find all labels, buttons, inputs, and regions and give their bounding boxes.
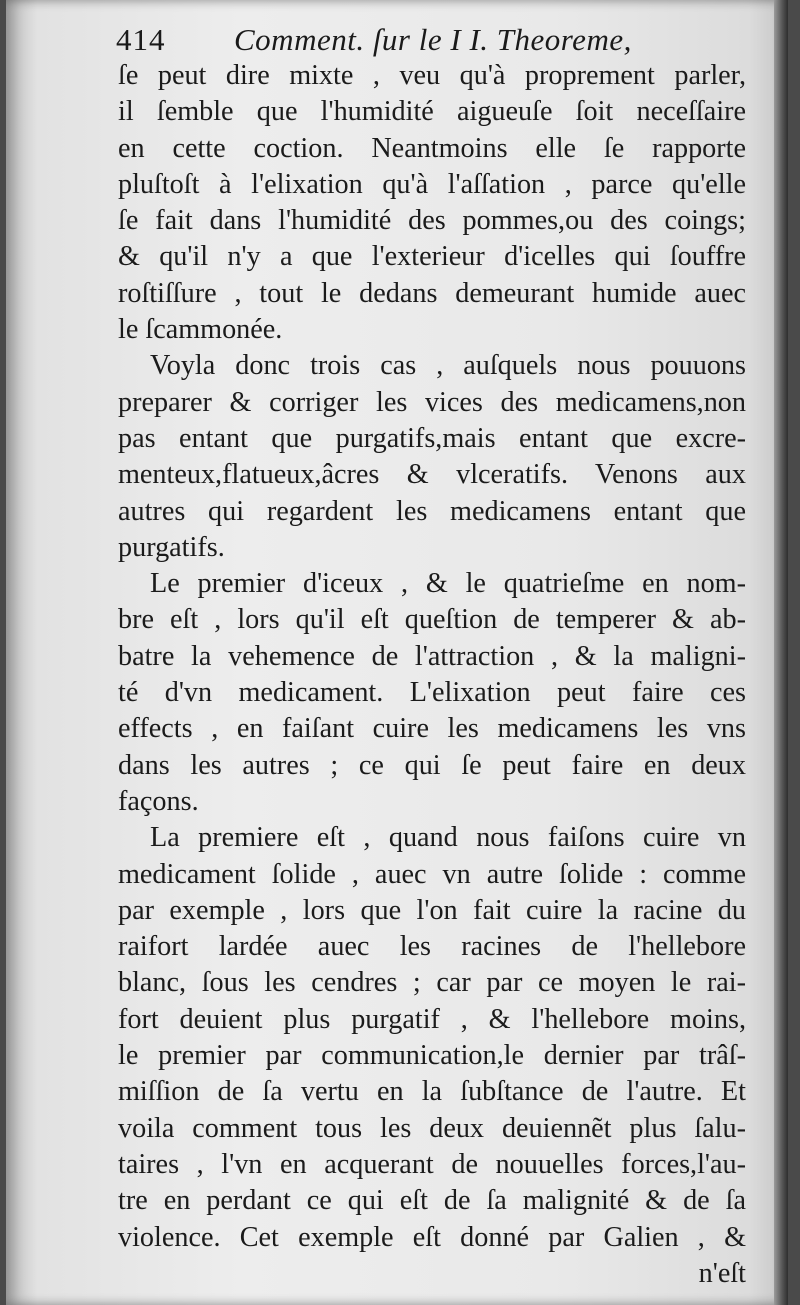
- text-line: batre la vehemence de l'attraction , & la maligni-: [118, 640, 746, 672]
- text-line: le premier par communication,le dernier par trâſ-: [118, 1040, 746, 1072]
- text-line: ſe peut dire mixte , veu qu'à proprement parler,: [118, 60, 746, 91]
- text-line: & qu'il n'y a que l'exterieur d'icelles qui ſouffre: [118, 241, 746, 273]
- book-page: [6, 0, 788, 1305]
- text-line: menteux,flatueux,âcres & vlceratifs. Venons aux: [118, 459, 746, 491]
- text-line: raifort lardée auec les racines de l'hellebore: [118, 931, 746, 963]
- text-line: bre eſt , lors qu'il eſt queſtion de temperer & ab-: [118, 604, 746, 636]
- text-line: effects , en faiſant cuire les medicamens les vns: [118, 713, 746, 745]
- text-line: violence. Cet exemple eſt donné par Galien , &: [118, 1221, 746, 1253]
- text-line: en cette coction. Neantmoins elle ſe rapporte: [118, 132, 746, 164]
- text-line: roſtiſſure , tout le dedans demeurant humide auec: [118, 277, 746, 309]
- text-line: Le premier d'iceux , & le quatrieſme en nom-: [150, 568, 746, 600]
- text-line: autres qui regardent les medicamens entant que: [118, 495, 746, 527]
- text-line: dans les autres ; ce qui ſe peut faire en deux: [118, 749, 746, 781]
- catchword: n'eſt: [698, 1257, 746, 1289]
- text-line: La premiere eſt , quand nous faiſons cuire vn: [150, 822, 746, 854]
- text-line: le ſcammonée.: [118, 314, 283, 346]
- text-line: medicament ſolide , auec vn autre ſolide : comme: [118, 858, 746, 890]
- text-line: façons.: [118, 785, 199, 817]
- text-line: par exemple , lors que l'on fait cuire la racine du: [118, 894, 746, 926]
- text-line: Voyla donc trois cas , auſquels nous pouuons: [150, 350, 746, 382]
- page-number: 414: [116, 22, 166, 57]
- text-line: fort deuient plus purgatif , & l'hellebore moins,: [118, 1003, 746, 1035]
- text-line: voila comment tous les deux deuiennẽt plus ſalu-: [118, 1112, 746, 1144]
- text-line: tre en perdant ce qui eſt de ſa malignité & de ſa: [118, 1185, 746, 1217]
- text-line: purgatifs.: [118, 531, 225, 563]
- text-line: ſe fait dans l'humidité des pommes,ou des coings;: [118, 205, 746, 237]
- page-edge: [774, 0, 788, 1305]
- text-line: blanc, ſous les cendres ; car par ce moyen le rai-: [118, 967, 746, 999]
- text-line: preparer & corriger les vices des medicamens,non: [118, 386, 746, 418]
- text-line: pluſtoſt à l'elixation qu'à l'aſſation , parce qu'elle: [118, 168, 746, 200]
- body-text: [118, 58, 746, 1292]
- text-line: té d'vn medicament. L'elixation peut faire ces: [118, 677, 746, 709]
- running-head: Comment. ſur le I I. Theoreme,: [234, 22, 632, 57]
- text-line: pas entant que purgatifs,mais entant que excre-: [118, 422, 746, 454]
- text-line: miſſion de ſa vertu en la ſubſtance de l'autre. Et: [118, 1076, 746, 1108]
- text-line: il ſemble que l'humidité aigueuſe ſoit neceſſaire: [118, 96, 746, 128]
- text-line: taires , l'vn en acquerant de nouuelles forces,l'au-: [118, 1148, 746, 1180]
- page-header: [116, 18, 756, 62]
